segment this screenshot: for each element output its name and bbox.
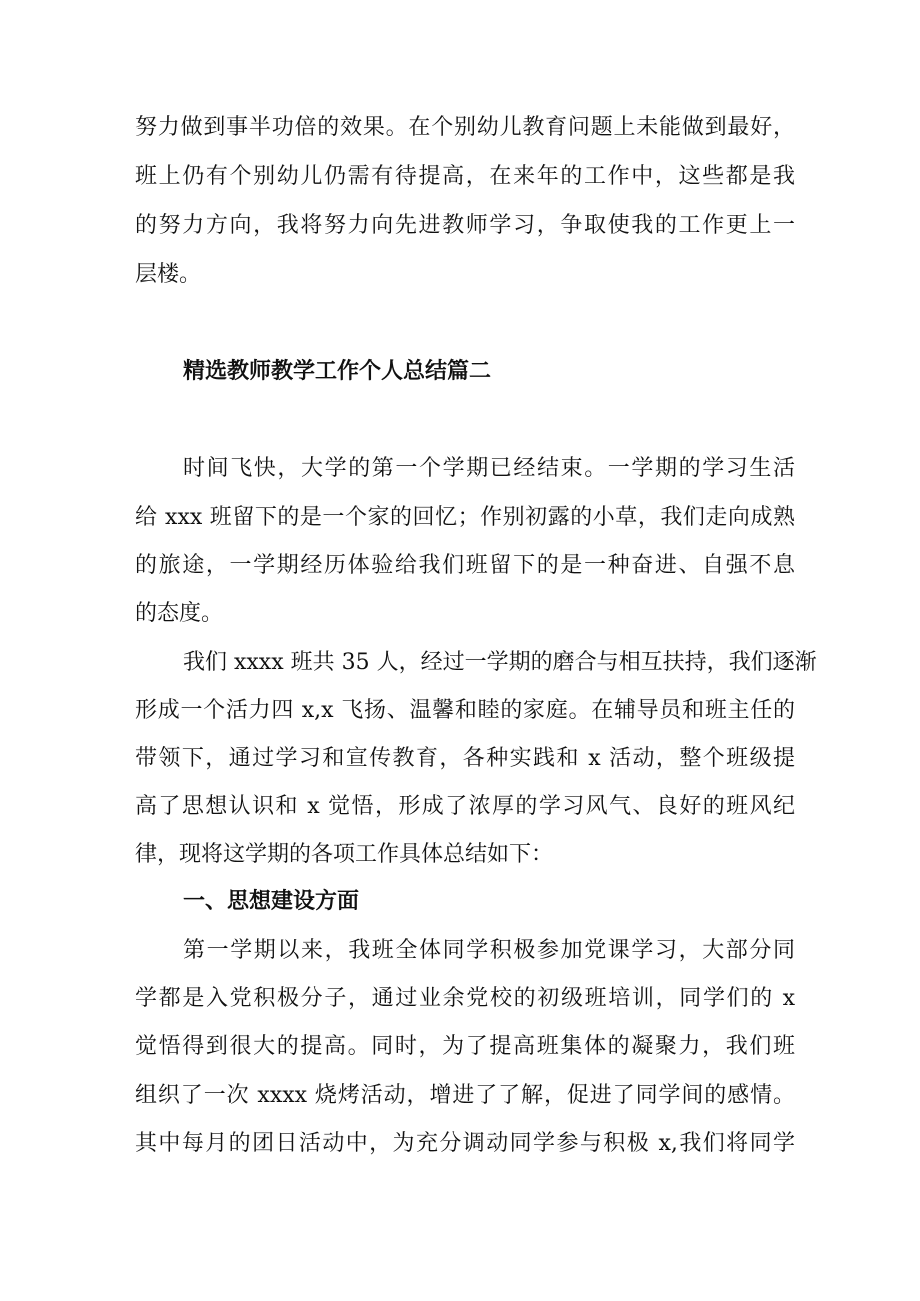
paragraph-line: 组织了一次 xxxx 烧烤活动，增进了了解，促进了同学间的感情。 [135,1083,795,1108]
paragraph-line: 带领下，通过学习和宣传教育，各种实践和 x 活动，整个班级提 [135,746,795,771]
paragraph-line: 的态度。 [135,601,224,626]
paragraph-line: 形成一个活力四 x,x 飞扬、温馨和睦的家庭。在辅导员和班主任的 [135,698,795,723]
paragraph-line: 第一学期以来，我班全体同学积极参加党课学习，大部分同 [183,938,795,963]
paragraph-line: 层楼。 [135,262,202,287]
paragraph-line: 的努力方向，我将努力向先进教师学习，争取使我的工作更上一 [135,213,795,238]
paragraph-line: 我们 xxxx 班共 35 人，经过一学期的磨合与相互扶持，我们逐渐 [183,650,817,675]
paragraph-line: 时间飞快，大学的第一个学期已经结束。一学期的学习生活 [183,456,795,481]
subheading: 一、思想建设方面 [183,889,360,914]
paragraph-line: 班上仍有个别幼儿仍需有待提高，在来年的工作中，这些都是我 [135,164,795,189]
paragraph-line: 努力做到事半功倍的效果。在个别幼儿教育问题上未能做到最好， [135,115,795,140]
paragraph-line: 的旅途，一学期经历体验给我们班留下的是一种奋进、自强不息 [135,553,795,578]
paragraph-line: 觉悟得到很大的提高。同时，为了提高班集体的凝聚力，我们班 [135,1034,795,1059]
paragraph-line: 给 xxx 班留下的是一个家的回忆；作别初露的小草，我们走向成熟 [135,505,795,530]
paragraph-line: 其中每月的团日活动中，为充分调动同学参与积极 x,我们将同学 [135,1131,795,1156]
paragraph-line: 学都是入党积极分子，通过业余党校的初级班培训，同学们的 x [135,986,795,1011]
paragraph-line: 高了思想认识和 x 觉悟，形成了浓厚的学习风气、良好的班风纪 [135,794,795,819]
section-title: 精选教师教学工作个人总结篇二 [183,359,492,384]
paragraph-line: 律，现将这学期的各项工作具体总结如下： [135,842,554,867]
